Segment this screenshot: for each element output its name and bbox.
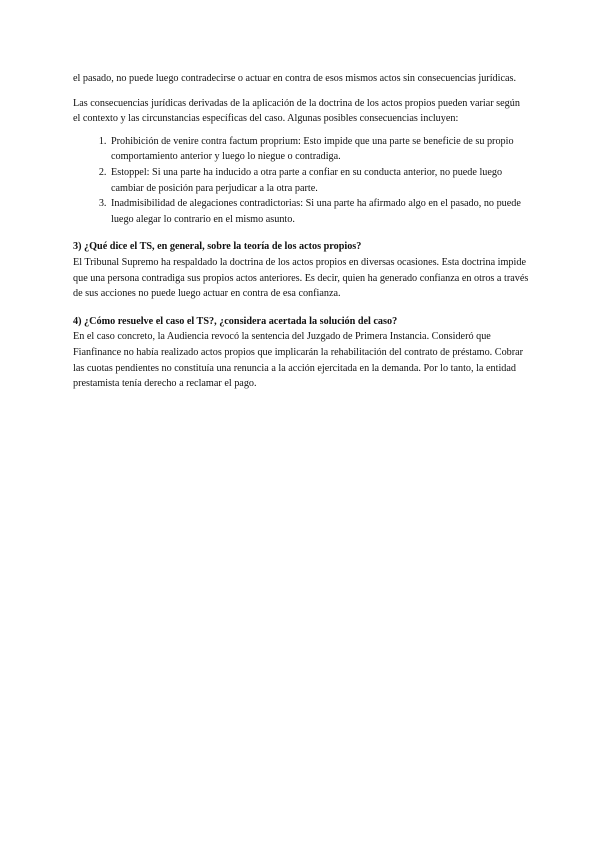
section-3-body: El Tribunal Supremo ha respaldado la doctrina de los actos propios en diversas ocasiones. Esta doctrina impide que una persona contradiga sus propios actos anteriores. Es decir, quien ha generado confianza en otros a través de sus acciones no puede luego actuar en contra de esa confianza.	[73, 256, 529, 300]
section-3-heading: 3) ¿Qué dice el TS, en general, sobre la teoría de los actos propios?	[73, 241, 362, 253]
list-item: 3. Inadmisibilidad de alegaciones contradictorias: Si una parte ha afirmado algo en el pasado, no puede luego alegar lo contrario en el mismo asunto.	[109, 196, 529, 227]
consequences-list	[73, 134, 529, 228]
document-page	[73, 71, 529, 392]
section-4-heading: 4) ¿Cómo resuelve el caso el TS?, ¿considera acertada la solución del caso?	[73, 315, 398, 327]
intro-tail-paragraph: el pasado, no puede luego contradecirse o actuar en contra de esos mismos actos sin consecuencias jurídicas.	[73, 73, 517, 84]
list-item: 1. Prohibición de venire contra factum proprium: Esto impide que una parte se beneficie de su propio comportamiento anterior y luego lo niegue o contradiga.	[109, 134, 529, 165]
consequences-intro-paragraph: Las consecuencias jurídicas derivadas de la aplicación de la doctrina de los actos propios pueden variar según el contexto y las circunstancias específicas del caso. Algunas posibles consecuencias incluyen:	[73, 97, 520, 125]
section-4-body: En el caso concreto, la Audiencia revocó la sentencia del Juzgado de Primera Instancia. Consideró que Fianfinance no había realizado actos propios que implicarán la rehabilitación del contrato de préstamo. Cobrar las cuotas pendientes no constituía una renuncia a la acción ejercitada en la demanda. Por lo tanto, la entidad prestamista tenía derecho a reclamar el pago.	[73, 331, 524, 390]
list-item: 2. Estoppel: Si una parte ha inducido a otra parte a confiar en su conducta anterior, no puede luego cambiar de posición para perjudicar a la otra parte.	[109, 165, 529, 196]
